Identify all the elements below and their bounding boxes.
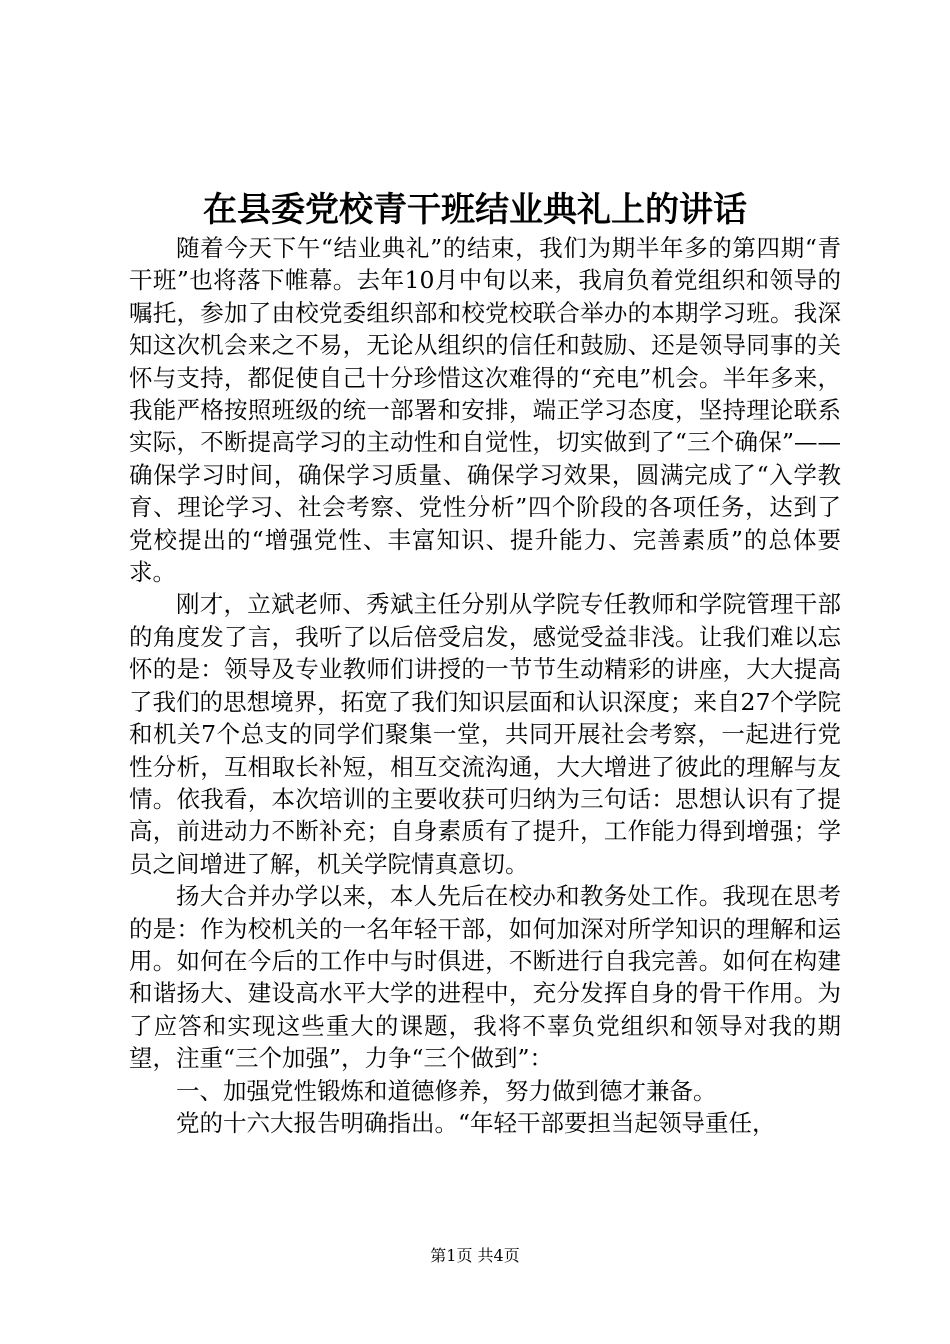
- page-footer: 第1页 共4页: [430, 1246, 520, 1265]
- paragraph-2: 刚才，立斌老师、秀斌主任分别从学院专任教师和学院管理干部的角度发了言，我听了以后倍受启发，感觉受益非浅。让我们难以忘怀的是：领导及专业教师们讲授的一节节生动精彩的讲座，大大提高了我们的思想境界，拓宽了我们知识层面和认识深度；来自27个学院和机关7个总支的同学们聚集一堂，共同开展社会考察，一起进行党性分析，互相取长补短，相互交流沟通，大大增进了彼此的理解与友情。依我看，本次培训的主要收获可归纳为三句话：思想认识有了提高，前进动力不断补充；自身素质有了提升，工作能力得到增强；学员之间增进了解，机关学院情真意切。: [129, 590, 841, 878]
- paragraph-5: 党的十六大报告明确指出。“年轻干部要担当起领导重任，: [176, 1108, 776, 1137]
- document-title: 在县委党校青干班结业典礼上的讲话: [203, 190, 747, 230]
- paragraph-3: 扬大合并办学以来，本人先后在校办和教务处工作。我现在思考的是：作为校机关的一名年轻干部，如何加深对所学知识的理解和运用。如何在今后的工作中与时俱进，不断进行自我完善。如何在构建和谐扬大、建设高水平大学的进程中，充分发挥自身的骨干作用。为了应答和实现这些重大的课题，我将不辜负党组织和领导对我的期望，注重“三个加强”，力争“三个做到”：: [129, 882, 841, 1073]
- paragraph-1: 随着今天下午“结业典礼”的结束，我们为期半年多的第四期“青干班”也将落下帷幕。去年10月中旬以来，我肩负着党组织和领导的嘱托，参加了由校党委组织部和校党校联合举办的本期学习班。我深知这次机会来之不易，无论从组织的信任和鼓励、还是领导同事的关怀与支持，都促使自己十分珍惜这次难得的“充电”机会。半年多来，我能严格按照班级的统一部署和安排，端正学习态度，坚持理论联系实际，不断提高学习的主动性和自觉性，切实做到了“三个确保”——确保学习时间，确保学习质量、确保学习效果，圆满完成了“入学教育、理论学习、社会考察、党性分析”四个阶段的各项任务，达到了党校提出的“增强党性、丰富知识、提升能力、完善素质”的总体要求。: [129, 234, 841, 587]
- paragraph-4: 一、加强党性锻炼和道德修养，努力做到德才兼备。: [176, 1076, 717, 1105]
- document-body: [129, 232, 841, 1139]
